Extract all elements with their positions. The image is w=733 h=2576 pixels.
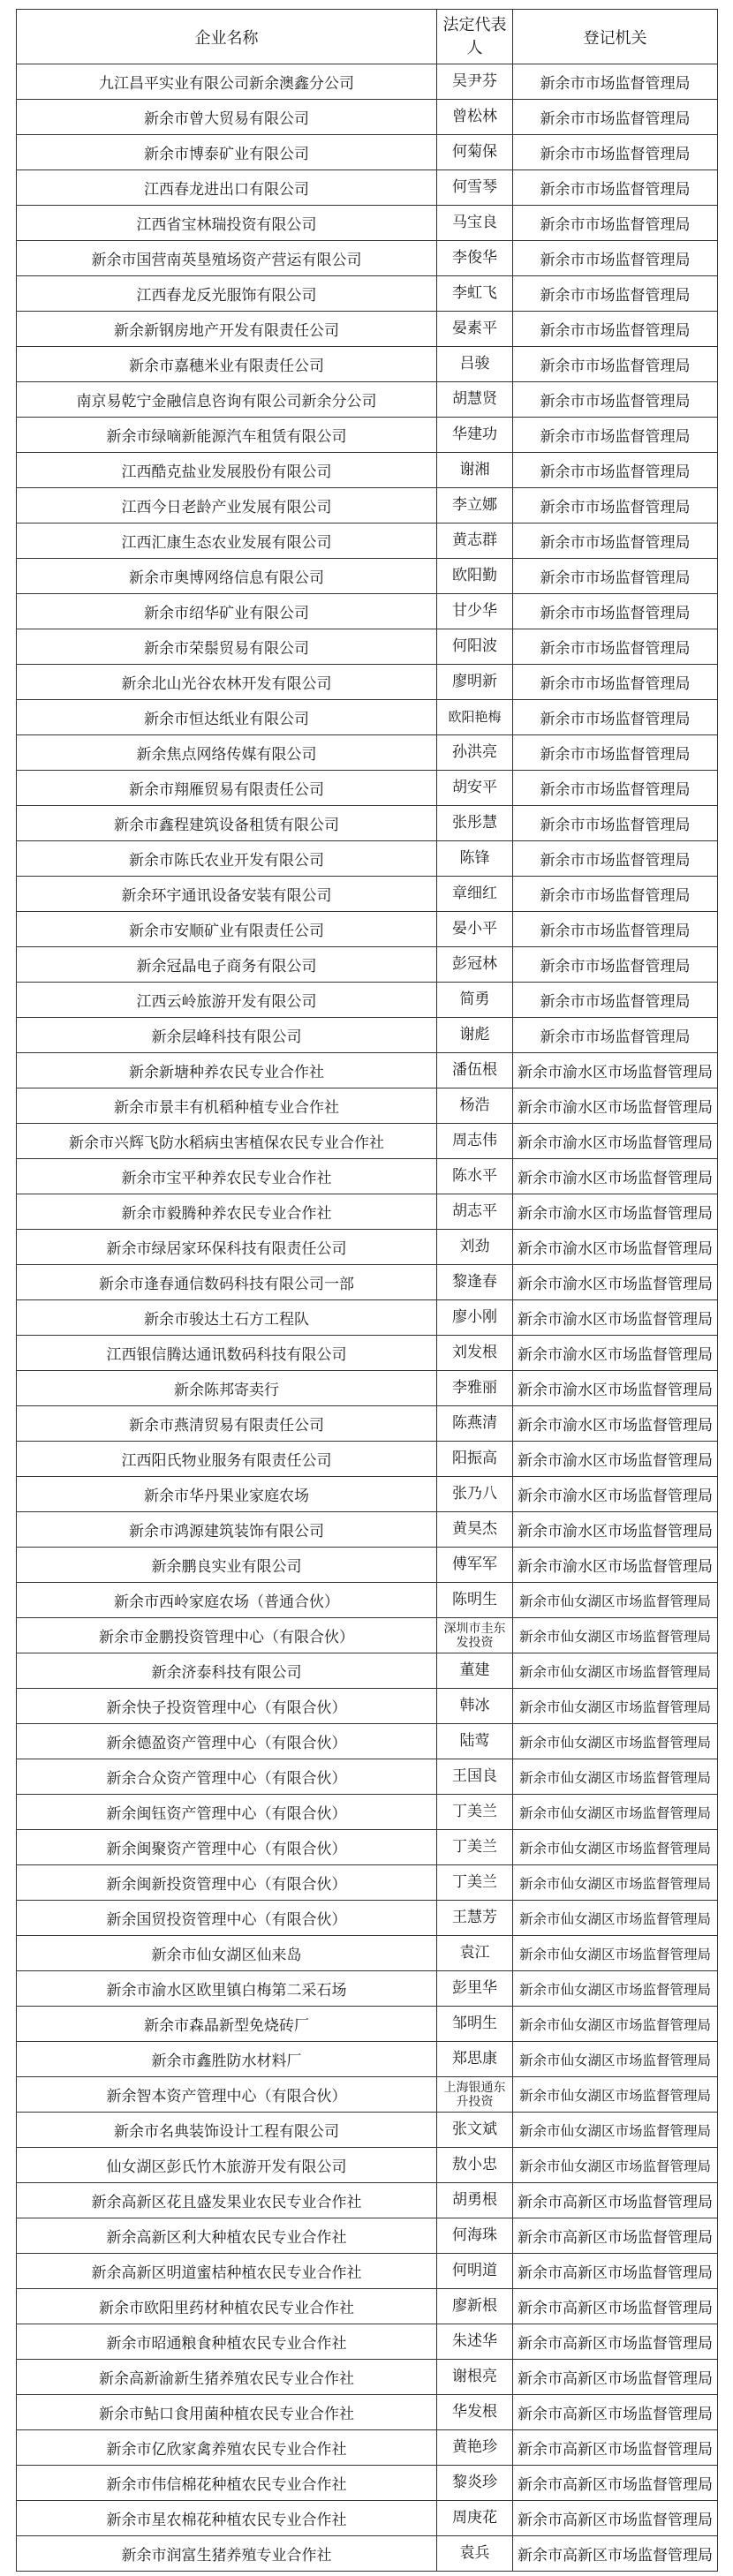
registration-authority-cell: 新余市渝水区市场监督管理局 bbox=[513, 1124, 718, 1159]
legal-representative-cell: 董建 bbox=[437, 1653, 513, 1689]
enterprise-name-cell: 新余焦点网络传媒有限公司 bbox=[17, 735, 437, 771]
table-row bbox=[17, 241, 718, 276]
legal-representative-cell: 陈燕清 bbox=[437, 1406, 513, 1442]
enterprise-name-cell: 新余市欧阳里药材种植农民专业合作社 bbox=[17, 2289, 437, 2324]
enterprise-name-cell: 新余高新区利大种植农民专业合作社 bbox=[17, 2218, 437, 2254]
legal-representative-cell: 深圳市圭东发投资 bbox=[437, 1618, 513, 1653]
legal-representative-cell: 何雪琴 bbox=[437, 170, 513, 206]
table-row bbox=[17, 1653, 718, 1689]
legal-representative-cell: 陈锋 bbox=[437, 841, 513, 877]
registration-authority-cell: 新余市仙女湖区市场监督管理局 bbox=[513, 1795, 718, 1830]
enterprise-name-cell: 新余市燕清贸易有限责任公司 bbox=[17, 1406, 437, 1442]
enterprise-name-cell: 新余市绍华矿业有限公司 bbox=[17, 594, 437, 629]
registration-authority-cell: 新余市仙女湖区市场监督管理局 bbox=[513, 1830, 718, 1865]
legal-representative-cell: 李立娜 bbox=[437, 488, 513, 523]
enterprise-name-cell: 新余市宝平种养农民专业合作社 bbox=[17, 1159, 437, 1194]
legal-representative-cell: 李俊华 bbox=[437, 241, 513, 276]
enterprise-name-cell: 江西春龙反光服饰有限公司 bbox=[17, 276, 437, 312]
enterprise-name-cell: 新余市渝水区欧里镇白梅第二采石场 bbox=[17, 1971, 437, 2007]
legal-representative-cell: 张彤慧 bbox=[437, 806, 513, 841]
table-row bbox=[17, 1512, 718, 1548]
table-row bbox=[17, 2148, 718, 2183]
registration-authority-cell: 新余市市场监督管理局 bbox=[513, 771, 718, 806]
registration-authority-cell: 新余市渝水区市场监督管理局 bbox=[513, 1442, 718, 1477]
table-row bbox=[17, 453, 718, 488]
table-row bbox=[17, 665, 718, 700]
registration-authority-cell: 新余市市场监督管理局 bbox=[513, 382, 718, 418]
legal-representative-cell: 陆莺 bbox=[437, 1724, 513, 1759]
table-row bbox=[17, 1724, 718, 1759]
legal-representative-cell: 朱述华 bbox=[437, 2324, 513, 2360]
legal-representative-cell: 上海银通东升投资 bbox=[437, 2077, 513, 2113]
enterprise-name-cell: 新余市绿嘀新能源汽车租赁有限公司 bbox=[17, 418, 437, 453]
legal-representative-cell: 曾松林 bbox=[437, 100, 513, 135]
table-row bbox=[17, 1124, 718, 1159]
legal-representative-cell: 华建功 bbox=[437, 418, 513, 453]
registration-authority-cell: 新余市仙女湖区市场监督管理局 bbox=[513, 1865, 718, 1901]
enterprise-name-cell: 新余冠晶电子商务有限公司 bbox=[17, 947, 437, 983]
table-row bbox=[17, 2324, 718, 2360]
legal-representative-cell: 王慧芳 bbox=[437, 1901, 513, 1936]
table-row bbox=[17, 2042, 718, 2077]
table-row bbox=[17, 100, 718, 135]
table-row bbox=[17, 1795, 718, 1830]
table-row bbox=[17, 1689, 718, 1724]
table-row bbox=[17, 771, 718, 806]
table-row bbox=[17, 2007, 718, 2042]
enterprise-name-cell: 新余市昭通粮食种植农民专业合作社 bbox=[17, 2324, 437, 2360]
table-row bbox=[17, 206, 718, 241]
table-row bbox=[17, 1477, 718, 1512]
legal-representative-cell: 胡勇根 bbox=[437, 2183, 513, 2218]
registration-authority-cell: 新余市高新区市场监督管理局 bbox=[513, 2395, 718, 2430]
table-row bbox=[17, 1018, 718, 1053]
enterprise-name-cell: 新余市嘉穗米业有限责任公司 bbox=[17, 347, 437, 382]
enterprise-name-cell: 新余环宇通讯设备安装有限公司 bbox=[17, 877, 437, 912]
registration-authority-cell: 新余市市场监督管理局 bbox=[513, 877, 718, 912]
registration-authority-cell: 新余市渝水区市场监督管理局 bbox=[513, 1371, 718, 1406]
enterprise-name-cell: 新余市曾大贸易有限公司 bbox=[17, 100, 437, 135]
table-row bbox=[17, 64, 718, 100]
registration-authority-cell: 新余市市场监督管理局 bbox=[513, 700, 718, 735]
legal-representative-cell: 胡慧贤 bbox=[437, 382, 513, 418]
registration-authority-cell: 新余市仙女湖区市场监督管理局 bbox=[513, 1724, 718, 1759]
enterprise-table bbox=[16, 9, 718, 2572]
legal-representative-cell: 简勇 bbox=[437, 983, 513, 1018]
table-row bbox=[17, 877, 718, 912]
registration-authority-cell: 新余市市场监督管理局 bbox=[513, 629, 718, 665]
table-row bbox=[17, 2254, 718, 2289]
registration-authority-cell: 新余市高新区市场监督管理局 bbox=[513, 2324, 718, 2360]
enterprise-name-cell: 江西银信腾达通讯数码科技有限公司 bbox=[17, 1336, 437, 1371]
legal-representative-cell: 刘发根 bbox=[437, 1336, 513, 1371]
table-row bbox=[17, 735, 718, 771]
legal-representative-cell: 周庚花 bbox=[437, 2501, 513, 2536]
enterprise-name-cell: 新余市西岭家庭农场（普通合伙） bbox=[17, 1583, 437, 1618]
legal-representative-cell: 欧阳艳梅 bbox=[437, 700, 513, 735]
legal-representative-cell: 吴尹芬 bbox=[437, 64, 513, 100]
enterprise-name-cell: 江西汇康生态农业发展有限公司 bbox=[17, 523, 437, 559]
registration-authority-cell: 新余市渝水区市场监督管理局 bbox=[513, 1088, 718, 1124]
enterprise-name-cell: 新余市国营南英垦殖场资产营运有限公司 bbox=[17, 241, 437, 276]
registration-authority-cell: 新余市仙女湖区市场监督管理局 bbox=[513, 1759, 718, 1795]
table-row bbox=[17, 700, 718, 735]
legal-representative-cell: 胡志平 bbox=[437, 1194, 513, 1230]
registration-authority-cell: 新余市高新区市场监督管理局 bbox=[513, 2218, 718, 2254]
legal-representative-cell: 李雅丽 bbox=[437, 1371, 513, 1406]
legal-representative-cell: 陈明生 bbox=[437, 1583, 513, 1618]
enterprise-name-cell: 江西春龙进出口有限公司 bbox=[17, 170, 437, 206]
table-row bbox=[17, 1971, 718, 2007]
registration-authority-cell: 新余市渝水区市场监督管理局 bbox=[513, 1265, 718, 1300]
enterprise-name-cell: 新余市安顺矿业有限责任公司 bbox=[17, 912, 437, 947]
table-row bbox=[17, 2077, 718, 2113]
registration-authority-cell: 新余市仙女湖区市场监督管理局 bbox=[513, 2148, 718, 2183]
legal-representative-cell: 韩冰 bbox=[437, 1689, 513, 1724]
legal-representative-cell: 李虹飞 bbox=[437, 276, 513, 312]
registration-authority-cell: 新余市市场监督管理局 bbox=[513, 559, 718, 594]
legal-representative-cell: 何阳波 bbox=[437, 629, 513, 665]
registration-authority-cell: 新余市市场监督管理局 bbox=[513, 241, 718, 276]
legal-representative-cell: 欧阳勤 bbox=[437, 559, 513, 594]
legal-representative-cell: 陈水平 bbox=[437, 1159, 513, 1194]
legal-representative-cell: 谢彪 bbox=[437, 1018, 513, 1053]
registration-authority-cell: 新余市渝水区市场监督管理局 bbox=[513, 1300, 718, 1336]
registration-authority-cell: 新余市高新区市场监督管理局 bbox=[513, 2501, 718, 2536]
legal-representative-cell: 孙洪亮 bbox=[437, 735, 513, 771]
table-row bbox=[17, 947, 718, 983]
enterprise-name-cell: 新余市绿居家环保科技有限责任公司 bbox=[17, 1230, 437, 1265]
registration-authority-cell: 新余市仙女湖区市场监督管理局 bbox=[513, 1583, 718, 1618]
registration-authority-cell: 新余市渝水区市场监督管理局 bbox=[513, 1548, 718, 1583]
table-row bbox=[17, 1442, 718, 1477]
enterprise-name-cell: 新余鹏良实业有限公司 bbox=[17, 1548, 437, 1583]
enterprise-name-cell: 新余市鑫胜防水材料厂 bbox=[17, 2042, 437, 2077]
enterprise-name-cell: 新余市恒达纸业有限公司 bbox=[17, 700, 437, 735]
registration-authority-cell: 新余市市场监督管理局 bbox=[513, 523, 718, 559]
registration-authority-cell: 新余市仙女湖区市场监督管理局 bbox=[513, 2007, 718, 2042]
registration-authority-cell: 新余市高新区市场监督管理局 bbox=[513, 2254, 718, 2289]
legal-representative-cell: 潘伍根 bbox=[437, 1053, 513, 1088]
table-row bbox=[17, 2360, 718, 2395]
enterprise-name-cell: 新余市毅腾种养农民专业合作社 bbox=[17, 1194, 437, 1230]
legal-representative-cell: 黄昊杰 bbox=[437, 1512, 513, 1548]
enterprise-name-cell: 新余市名典装饰设计工程有限公司 bbox=[17, 2113, 437, 2148]
legal-representative-cell: 吕骏 bbox=[437, 347, 513, 382]
table-row bbox=[17, 276, 718, 312]
registration-authority-cell: 新余市市场监督管理局 bbox=[513, 418, 718, 453]
registration-authority-cell: 新余市仙女湖区市场监督管理局 bbox=[513, 1936, 718, 1971]
enterprise-name-cell: 江西云岭旅游开发有限公司 bbox=[17, 983, 437, 1018]
registration-authority-cell: 新余市高新区市场监督管理局 bbox=[513, 2360, 718, 2395]
enterprise-name-cell: 新余高新区花且盛发果业农民专业合作社 bbox=[17, 2183, 437, 2218]
registration-authority-cell: 新余市市场监督管理局 bbox=[513, 135, 718, 170]
registration-authority-cell: 新余市仙女湖区市场监督管理局 bbox=[513, 1689, 718, 1724]
legal-representative-cell: 郑思康 bbox=[437, 2042, 513, 2077]
legal-representative-cell: 华发根 bbox=[437, 2395, 513, 2430]
registration-authority-cell: 新余市市场监督管理局 bbox=[513, 488, 718, 523]
registration-authority-cell: 新余市市场监督管理局 bbox=[513, 947, 718, 983]
legal-representative-cell: 丁美兰 bbox=[437, 1830, 513, 1865]
table-row bbox=[17, 2218, 718, 2254]
table-row bbox=[17, 488, 718, 523]
registration-authority-cell: 新余市市场监督管理局 bbox=[513, 1018, 718, 1053]
registration-authority-cell: 新余市市场监督管理局 bbox=[513, 276, 718, 312]
table-row bbox=[17, 135, 718, 170]
enterprise-name-cell: 新余合众资产管理中心（有限合伙） bbox=[17, 1759, 437, 1795]
registration-authority-cell: 新余市仙女湖区市场监督管理局 bbox=[513, 1901, 718, 1936]
enterprise-name-cell: 江西省宝林瑞投资有限公司 bbox=[17, 206, 437, 241]
enterprise-name-cell: 江西今日老龄产业发展有限公司 bbox=[17, 488, 437, 523]
registration-authority-cell: 新余市市场监督管理局 bbox=[513, 453, 718, 488]
enterprise-name-cell: 新余陈邦寄卖行 bbox=[17, 1371, 437, 1406]
registration-authority-cell: 新余市市场监督管理局 bbox=[513, 735, 718, 771]
registration-authority-cell: 新余市高新区市场监督管理局 bbox=[513, 2430, 718, 2466]
table-row bbox=[17, 1583, 718, 1618]
table-row bbox=[17, 2536, 718, 2572]
legal-representative-cell: 何海珠 bbox=[437, 2218, 513, 2254]
enterprise-name-cell: 新余市兴辉飞防水稻病虫害植保农民专业合作社 bbox=[17, 1124, 437, 1159]
registration-authority-cell: 新余市渝水区市场监督管理局 bbox=[513, 1477, 718, 1512]
legal-representative-cell: 黄志群 bbox=[437, 523, 513, 559]
legal-representative-cell: 袁兵 bbox=[437, 2536, 513, 2572]
registration-authority-cell: 新余市仙女湖区市场监督管理局 bbox=[513, 2113, 718, 2148]
registration-authority-cell: 新余市高新区市场监督管理局 bbox=[513, 2183, 718, 2218]
table-header-row bbox=[17, 10, 718, 64]
table-row bbox=[17, 2501, 718, 2536]
enterprise-name-cell: 新余市伟信棉花种植农民专业合作社 bbox=[17, 2466, 437, 2501]
legal-representative-cell: 丁美兰 bbox=[437, 1795, 513, 1830]
enterprise-name-cell: 新余新钢房地产开发有限责任公司 bbox=[17, 312, 437, 347]
table-row bbox=[17, 2113, 718, 2148]
legal-representative-cell: 章细红 bbox=[437, 877, 513, 912]
enterprise-name-cell: 新余济泰科技有限公司 bbox=[17, 1653, 437, 1689]
enterprise-name-cell: 江西酷克盐业发展股份有限公司 bbox=[17, 453, 437, 488]
table-row bbox=[17, 382, 718, 418]
registration-authority-cell: 新余市市场监督管理局 bbox=[513, 64, 718, 100]
table-row bbox=[17, 594, 718, 629]
registration-authority-cell: 新余市市场监督管理局 bbox=[513, 594, 718, 629]
table-row bbox=[17, 1230, 718, 1265]
table-row bbox=[17, 2466, 718, 2501]
enterprise-name-cell: 新余德盈资产管理中心（有限合伙） bbox=[17, 1724, 437, 1759]
table-row bbox=[17, 1159, 718, 1194]
enterprise-name-cell: 新余市奥博网络信息有限公司 bbox=[17, 559, 437, 594]
enterprise-name-cell: 新余市华丹果业家庭农场 bbox=[17, 1477, 437, 1512]
enterprise-name-cell: 新余市翔雁贸易有限责任公司 bbox=[17, 771, 437, 806]
table-row bbox=[17, 841, 718, 877]
header-legal-representative: 法定代表人 bbox=[437, 10, 513, 64]
enterprise-name-cell: 新余市润富生猪养殖专业合作社 bbox=[17, 2536, 437, 2572]
enterprise-name-cell: 新余闽钰资产管理中心（有限合伙） bbox=[17, 1795, 437, 1830]
registration-authority-cell: 新余市仙女湖区市场监督管理局 bbox=[513, 2077, 718, 2113]
legal-representative-cell: 袁江 bbox=[437, 1936, 513, 1971]
header-enterprise-name: 企业名称 bbox=[17, 10, 437, 64]
registration-authority-cell: 新余市仙女湖区市场监督管理局 bbox=[513, 2042, 718, 2077]
legal-representative-cell: 傅军军 bbox=[437, 1548, 513, 1583]
enterprise-name-cell: 新余高新区明道蜜桔种植农民专业合作社 bbox=[17, 2254, 437, 2289]
registration-authority-cell: 新余市市场监督管理局 bbox=[513, 347, 718, 382]
legal-representative-cell: 阳振高 bbox=[437, 1442, 513, 1477]
table-row bbox=[17, 1265, 718, 1300]
enterprise-name-cell: 新余市鲇口食用菌种植农民专业合作社 bbox=[17, 2395, 437, 2430]
enterprise-name-cell: 新余市亿欣家禽养殖农民专业合作社 bbox=[17, 2430, 437, 2466]
registration-authority-cell: 新余市高新区市场监督管理局 bbox=[513, 2466, 718, 2501]
table-row bbox=[17, 983, 718, 1018]
legal-representative-cell: 何明道 bbox=[437, 2254, 513, 2289]
enterprise-name-cell: 新余闽聚资产管理中心（有限合伙） bbox=[17, 1830, 437, 1865]
enterprise-name-cell: 江西阳氏物业服务有限责任公司 bbox=[17, 1442, 437, 1477]
legal-representative-cell: 廖新根 bbox=[437, 2289, 513, 2324]
enterprise-name-cell: 新余市星农棉花种植农民专业合作社 bbox=[17, 2501, 437, 2536]
registration-authority-cell: 新余市市场监督管理局 bbox=[513, 312, 718, 347]
enterprise-name-cell: 新余高新渝新生猪养殖农民专业合作社 bbox=[17, 2360, 437, 2395]
legal-representative-cell: 晏素平 bbox=[437, 312, 513, 347]
table-row bbox=[17, 2395, 718, 2430]
enterprise-name-cell: 新余市骏达土石方工程队 bbox=[17, 1300, 437, 1336]
registration-authority-cell: 新余市市场监督管理局 bbox=[513, 841, 718, 877]
table-row bbox=[17, 1406, 718, 1442]
enterprise-name-cell: 新余市仙女湖区仙来岛 bbox=[17, 1936, 437, 1971]
registration-authority-cell: 新余市市场监督管理局 bbox=[513, 170, 718, 206]
legal-representative-cell: 何菊保 bbox=[437, 135, 513, 170]
table-row bbox=[17, 629, 718, 665]
enterprise-name-cell: 仙女湖区彭氏竹木旅游开发有限公司 bbox=[17, 2148, 437, 2183]
registration-authority-cell: 新余市高新区市场监督管理局 bbox=[513, 2536, 718, 2572]
table-row bbox=[17, 2289, 718, 2324]
enterprise-name-cell: 南京易乾宁金融信息咨询有限公司新余分公司 bbox=[17, 382, 437, 418]
table-row bbox=[17, 2430, 718, 2466]
registration-authority-cell: 新余市市场监督管理局 bbox=[513, 665, 718, 700]
enterprise-name-cell: 新余快子投资管理中心（有限合伙） bbox=[17, 1689, 437, 1724]
enterprise-name-cell: 新余市森晶新型免烧砖厂 bbox=[17, 2007, 437, 2042]
enterprise-name-cell: 九江昌平实业有限公司新余澳鑫分公司 bbox=[17, 64, 437, 100]
registration-authority-cell: 新余市仙女湖区市场监督管理局 bbox=[513, 1618, 718, 1653]
table-row bbox=[17, 1336, 718, 1371]
table-row bbox=[17, 1053, 718, 1088]
registration-authority-cell: 新余市高新区市场监督管理局 bbox=[513, 2289, 718, 2324]
table-row bbox=[17, 2183, 718, 2218]
table-row bbox=[17, 1618, 718, 1653]
legal-representative-cell: 敖小忠 bbox=[437, 2148, 513, 2183]
registration-authority-cell: 新余市渝水区市场监督管理局 bbox=[513, 1406, 718, 1442]
legal-representative-cell: 丁美兰 bbox=[437, 1865, 513, 1901]
registration-authority-cell: 新余市仙女湖区市场监督管理局 bbox=[513, 1971, 718, 2007]
legal-representative-cell: 周志伟 bbox=[437, 1124, 513, 1159]
header-registration-authority: 登记机关 bbox=[513, 10, 718, 64]
legal-representative-cell: 黄艳珍 bbox=[437, 2430, 513, 2466]
enterprise-name-cell: 新余闽新投资管理中心（有限合伙） bbox=[17, 1865, 437, 1901]
registration-authority-cell: 新余市渝水区市场监督管理局 bbox=[513, 1194, 718, 1230]
legal-representative-cell: 谢湘 bbox=[437, 453, 513, 488]
table-row bbox=[17, 312, 718, 347]
registration-authority-cell: 新余市市场监督管理局 bbox=[513, 983, 718, 1018]
legal-representative-cell: 彭冠林 bbox=[437, 947, 513, 983]
table-row bbox=[17, 806, 718, 841]
enterprise-name-cell: 新余智本资产管理中心（有限合伙） bbox=[17, 2077, 437, 2113]
registration-authority-cell: 新余市渝水区市场监督管理局 bbox=[513, 1159, 718, 1194]
registration-authority-cell: 新余市渝水区市场监督管理局 bbox=[513, 1512, 718, 1548]
table-row bbox=[17, 1865, 718, 1901]
legal-representative-cell: 晏小平 bbox=[437, 912, 513, 947]
table-row bbox=[17, 523, 718, 559]
legal-representative-cell: 廖小刚 bbox=[437, 1300, 513, 1336]
table-row bbox=[17, 1936, 718, 1971]
legal-representative-cell: 胡安平 bbox=[437, 771, 513, 806]
table-row bbox=[17, 1548, 718, 1583]
legal-representative-cell: 刘劲 bbox=[437, 1230, 513, 1265]
table-row bbox=[17, 1371, 718, 1406]
enterprise-name-cell: 新余北山光谷农林开发有限公司 bbox=[17, 665, 437, 700]
table-row bbox=[17, 1088, 718, 1124]
registration-authority-cell: 新余市渝水区市场监督管理局 bbox=[513, 1336, 718, 1371]
enterprise-name-cell: 新余市金鹏投资管理中心（有限合伙） bbox=[17, 1618, 437, 1653]
table-row bbox=[17, 1300, 718, 1336]
table-body bbox=[17, 64, 718, 2572]
enterprise-name-cell: 新余市博泰矿业有限公司 bbox=[17, 135, 437, 170]
table-row bbox=[17, 1194, 718, 1230]
enterprise-name-cell: 新余层峰科技有限公司 bbox=[17, 1018, 437, 1053]
legal-representative-cell: 廖明新 bbox=[437, 665, 513, 700]
enterprise-name-cell: 新余新塘种养农民专业合作社 bbox=[17, 1053, 437, 1088]
legal-representative-cell: 张文斌 bbox=[437, 2113, 513, 2148]
registration-authority-cell: 新余市市场监督管理局 bbox=[513, 912, 718, 947]
legal-representative-cell: 彭里华 bbox=[437, 1971, 513, 2007]
table-row bbox=[17, 1759, 718, 1795]
enterprise-name-cell: 新余市荣鬃贸易有限公司 bbox=[17, 629, 437, 665]
table-row bbox=[17, 1830, 718, 1865]
legal-representative-cell: 谢根亮 bbox=[437, 2360, 513, 2395]
table-row bbox=[17, 912, 718, 947]
registration-authority-cell: 新余市市场监督管理局 bbox=[513, 806, 718, 841]
table-row bbox=[17, 418, 718, 453]
registration-authority-cell: 新余市市场监督管理局 bbox=[513, 206, 718, 241]
legal-representative-cell: 马宝良 bbox=[437, 206, 513, 241]
legal-representative-cell: 杨浩 bbox=[437, 1088, 513, 1124]
registration-authority-cell: 新余市市场监督管理局 bbox=[513, 100, 718, 135]
legal-representative-cell: 张乃八 bbox=[437, 1477, 513, 1512]
enterprise-name-cell: 新余市逢春通信数码科技有限公司一部 bbox=[17, 1265, 437, 1300]
enterprise-name-cell: 新余市鑫程建筑设备租赁有限公司 bbox=[17, 806, 437, 841]
enterprise-name-cell: 新余市陈氏农业开发有限公司 bbox=[17, 841, 437, 877]
legal-representative-cell: 黎炎珍 bbox=[437, 2466, 513, 2501]
table-row bbox=[17, 1901, 718, 1936]
enterprise-name-cell: 新余国贸投资管理中心（有限合伙） bbox=[17, 1901, 437, 1936]
table-row bbox=[17, 170, 718, 206]
enterprise-name-cell: 新余市景丰有机稻种植专业合作社 bbox=[17, 1088, 437, 1124]
legal-representative-cell: 黎逢春 bbox=[437, 1265, 513, 1300]
enterprise-name-cell: 新余市鸿源建筑装饰有限公司 bbox=[17, 1512, 437, 1548]
legal-representative-cell: 甘少华 bbox=[437, 594, 513, 629]
registration-authority-cell: 新余市渝水区市场监督管理局 bbox=[513, 1053, 718, 1088]
registration-authority-cell: 新余市仙女湖区市场监督管理局 bbox=[513, 1653, 718, 1689]
legal-representative-cell: 王国良 bbox=[437, 1759, 513, 1795]
legal-representative-cell: 邹明生 bbox=[437, 2007, 513, 2042]
registration-authority-cell: 新余市渝水区市场监督管理局 bbox=[513, 1230, 718, 1265]
table-row bbox=[17, 559, 718, 594]
table-row bbox=[17, 347, 718, 382]
